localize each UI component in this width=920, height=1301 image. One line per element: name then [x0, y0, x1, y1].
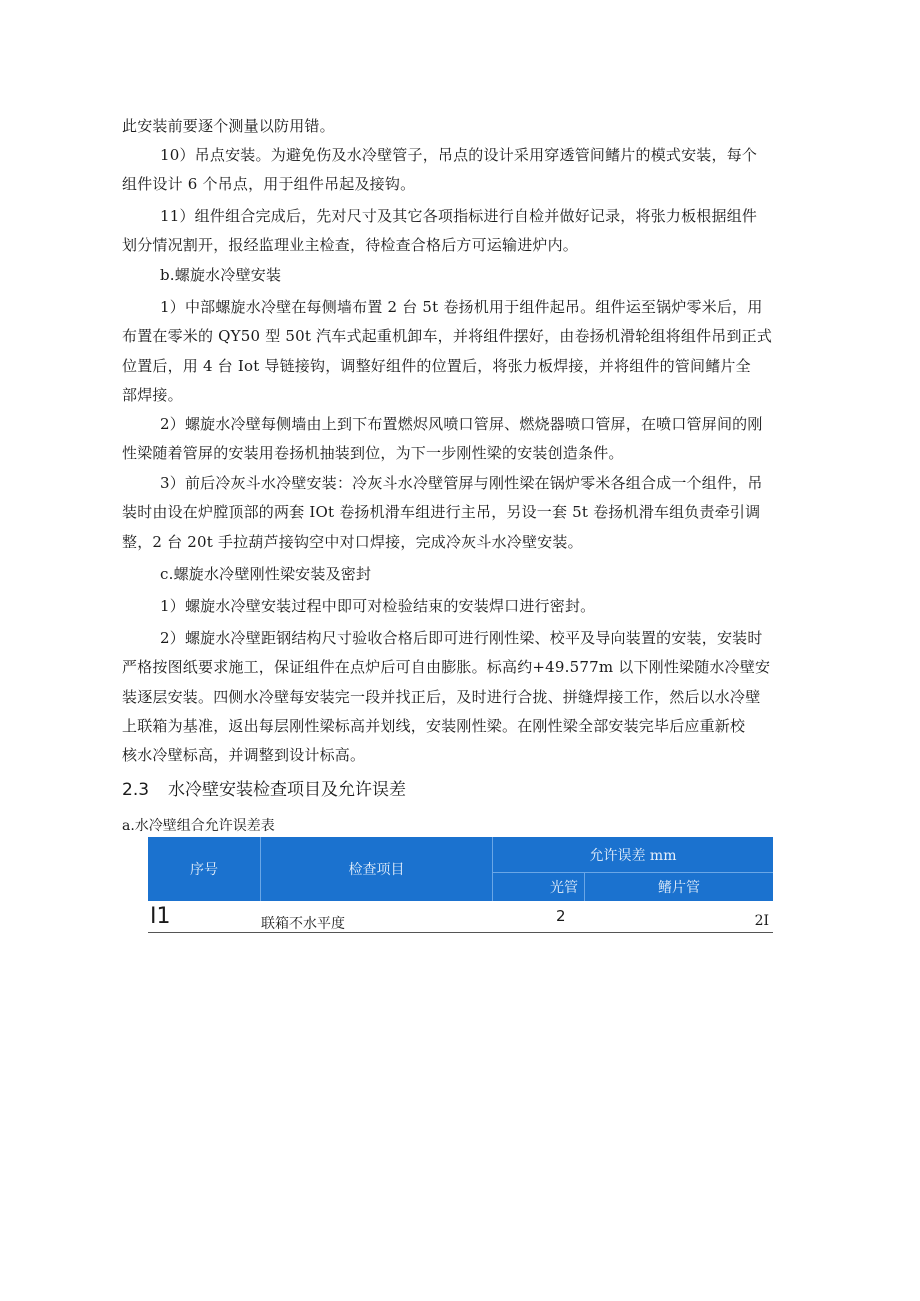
header-tolerance: 允许误差 mm — [493, 837, 773, 873]
paragraph-line: 此安装前要逐个测量以防用错。 — [122, 117, 335, 135]
header-item: 检查项目 — [261, 837, 493, 901]
paragraph-line: 3）前后冷灰斗水冷壁安装：冷灰斗水冷壁管屏与刚性梁在锅炉零米各组合成一个组件，吊 — [160, 474, 763, 492]
paragraph-line: 布置在零米的 QY50 型 50t 汽车式起重机卸车，并将组件摆好，由卷扬机滑轮组将组件吊到正式 — [122, 327, 773, 345]
paragraph-line: 组件设计 6 个吊点，用于组件吊起及接钩。 — [122, 175, 416, 193]
paragraph-line: 11）组件组合完成后，先对尺寸及其它各项指标进行自检并做好记录，将张力板根据组件 — [160, 207, 758, 225]
paragraph-line: 整，2 台 20t 手拉葫芦接钩空中对口焊接，完成冷灰斗水冷壁安装。 — [122, 533, 583, 551]
paragraph-line: 划分情况割开，报经监理业主检查，待检查合格后方可运输进炉内。 — [122, 236, 579, 254]
paragraph-line: 1）螺旋水冷壁安装过程中即可对检验结束的安装焊口进行密封。 — [160, 597, 596, 615]
paragraph-line: 核水冷壁标高，并调整到设计标高。 — [122, 746, 366, 764]
row-fin-tube: 2I — [754, 913, 769, 929]
paragraph-line: 10）吊点安装。为避免伤及水冷壁管子，吊点的设计采用穿透管间鳍片的模式安装，每个 — [160, 146, 758, 164]
section-number: 2.3 — [122, 780, 150, 800]
row-bare-tube: 2 — [556, 907, 566, 925]
table-caption: a.水冷壁组合允许误差表 — [122, 818, 275, 834]
paragraph-line: 位置后，用 4 台 Iot 导链接钩，调整好组件的位置后，将张力板焊接，并将组件的管间鳍片全 — [122, 357, 751, 375]
subsection-heading: b.螺旋水冷壁安装 — [160, 266, 282, 284]
subsection-heading: c.螺旋水冷壁刚性梁安装及密封 — [160, 565, 372, 583]
paragraph-line: 部焊接。 — [122, 386, 183, 404]
section-title: 水冷壁安装检查项目及允许误差 — [168, 780, 406, 800]
table-bottom-rule — [148, 932, 773, 933]
header-bare-tube: 光管 — [493, 873, 585, 901]
paragraph-line: 2）螺旋水冷壁每侧墙由上到下布置燃烬风喷口管屏、燃烧器喷口管屏，在喷口管屏间的刚 — [160, 415, 763, 433]
paragraph-line: 装时由设在炉膛顶部的两套 IOt 卷扬机滑车组进行主吊，另设一套 5t 卷扬机滑车组负责牵引调 — [122, 503, 761, 521]
paragraph-line: 性梁随着管屏的安装用卷扬机抽装到位，为下一步刚性梁的安装创造条件。 — [122, 444, 624, 462]
tolerance-table — [148, 837, 773, 933]
header-seq: 序号 — [148, 837, 261, 901]
paragraph-line: 1）中部螺旋水冷壁在每侧墙布置 2 台 5t 卷扬机用于组件起吊。组件运至锅炉零米后，用 — [160, 298, 763, 316]
paragraph-line: 2）螺旋水冷壁距钢结构尺寸验收合格后即可进行刚性梁、校平及导向装置的安装，安装时 — [160, 629, 763, 647]
header-fin-tube: 鳍片管 — [585, 873, 773, 901]
row-item: 联箱不水平度 — [261, 916, 345, 932]
paragraph-line: 装逐层安装。四侧水冷壁每安装完一段并找正后，及时进行合拢、拼缝焊接工作，然后以水冷壁 — [122, 688, 761, 706]
paragraph-line: 上联箱为基准，返出每层刚性梁标高并划线，安装刚性梁。在刚性梁全部安装完毕后应重新校 — [122, 717, 746, 735]
row-seq: I1 — [150, 904, 171, 929]
paragraph-line: 严格按图纸要求施工，保证组件在点炉后可自由膨胀。标高约+49.577m 以下刚性梁随水冷壁安 — [122, 658, 771, 676]
section-heading — [122, 779, 406, 801]
